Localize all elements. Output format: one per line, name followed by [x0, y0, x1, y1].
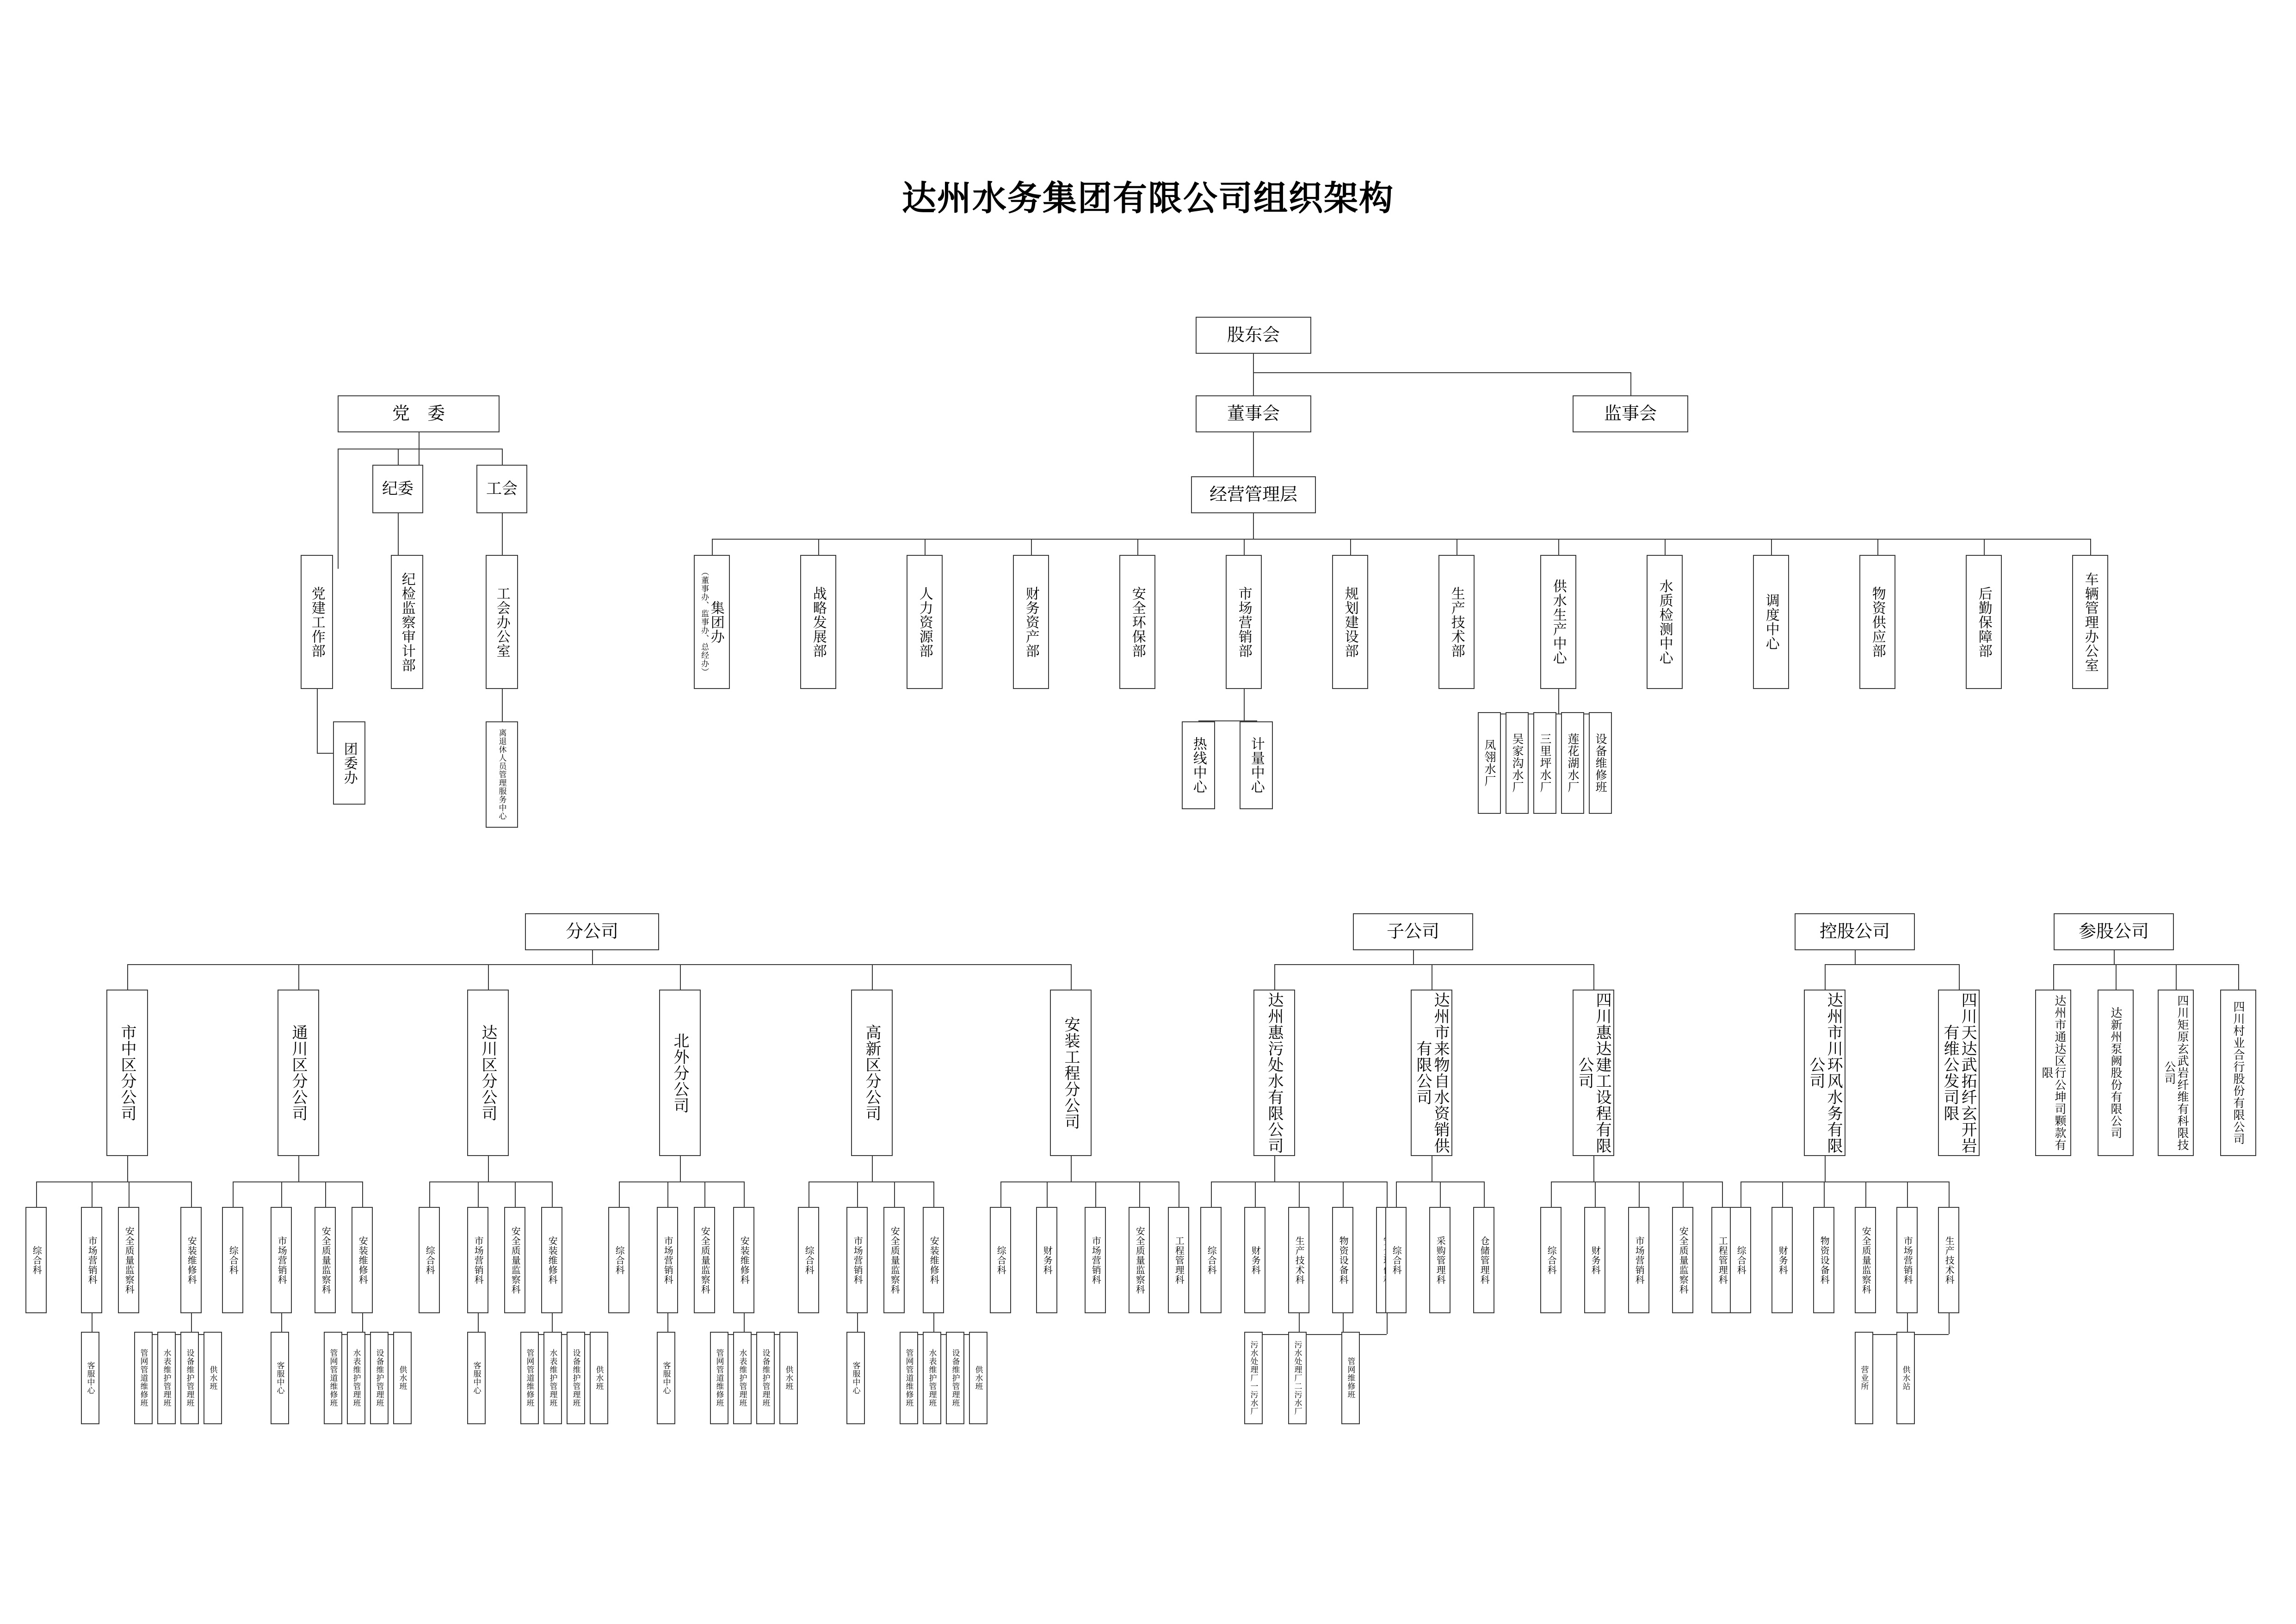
connector-dept-down [857, 1313, 858, 1334]
node-marketing-child[interactable]: 计量中心 [1240, 721, 1273, 809]
connector-dept-stem [704, 1181, 705, 1207]
node-department[interactable]: 战略发展部 [800, 555, 836, 689]
node-department-label: 集团办 [708, 600, 724, 644]
connector-dept-down [478, 1313, 479, 1334]
subsidiary-1-dept[interactable]: 综合科 [1385, 1207, 1407, 1313]
connector-dept-stem [1047, 1181, 1048, 1207]
branch-4-dept[interactable]: 安装维修科 [923, 1207, 944, 1313]
connector-dept-stem [619, 1181, 620, 1207]
connector-branches-down [592, 950, 593, 964]
connector-dept-down [281, 1313, 282, 1334]
node-retiree-service-center[interactable]: 离退休人员管理服务中心 [486, 721, 518, 828]
connector-company-down [1274, 1156, 1275, 1181]
connector-sub-bar [909, 1334, 978, 1335]
node-group-holding[interactable]: 控股公司 [1795, 913, 1915, 950]
connector-dept-stem [478, 1181, 479, 1207]
connector-shareholders-to-board [1253, 354, 1254, 395]
connector-shareholders-to-supervisors [1253, 372, 1630, 373]
connector-participating-stem [2238, 964, 2239, 990]
branch-4-sub[interactable]: 水表维护管理班 [923, 1332, 941, 1424]
node-group-participating[interactable]: 参股公司 [2054, 913, 2174, 950]
subsidiary-1-dept[interactable]: 采购管理科 [1429, 1207, 1450, 1313]
node-management-layer[interactable]: 经营管理层 [1191, 476, 1316, 513]
connector-branch-stem [680, 964, 681, 990]
connector-dept-stem [1440, 1181, 1441, 1207]
node-discipline-audit-dept[interactable]: 纪检监察审计部 [391, 555, 423, 689]
node-water-plant[interactable]: 莲花湖水厂 [1561, 712, 1584, 814]
connector-sub-bar [530, 1334, 599, 1335]
connector-dept-stem [1907, 1181, 1908, 1207]
connector-company-bar [233, 1181, 362, 1182]
connector-dept-down [1907, 1313, 1908, 1334]
connector-dept-stem [1824, 1181, 1825, 1207]
subsidiary-1-company[interactable]: 达州市来物自水资销供有限公司 [1411, 990, 1452, 1156]
connector-sub-bar [719, 1334, 789, 1335]
connector-dept-down [362, 1313, 363, 1334]
branch-2-company[interactable]: 达川区分公司 [467, 990, 509, 1156]
subsidiary-2-dept[interactable]: 工程管理科 [1711, 1207, 1733, 1313]
branch-1-sub[interactable]: 客服中心 [271, 1332, 289, 1424]
connector-participating-stem [2053, 964, 2054, 990]
connector-participating-bus [2053, 964, 2238, 965]
participating-company[interactable]: 四川村业合行股份有限公司 [2220, 990, 2256, 1156]
connector-department-stem [1665, 539, 1666, 555]
branch-1-dept[interactable]: 安装维修科 [352, 1207, 373, 1313]
connector-dept-down [667, 1313, 668, 1334]
connector-dept-stem [1000, 1181, 1001, 1207]
connector-company-bar [809, 1181, 933, 1182]
connector-company-down [298, 1156, 299, 1181]
node-party-building-dept[interactable]: 党建工作部 [301, 555, 333, 689]
connector-to-supervisors [1630, 372, 1631, 395]
node-department[interactable]: 规划建设部 [1332, 555, 1368, 689]
connector-participating-stem [2116, 964, 2117, 990]
branch-0-sub[interactable]: 管网管道维修班 [134, 1332, 153, 1424]
connector-department-stem [925, 539, 926, 555]
subsidiary-0-company[interactable]: 达州惠污处水有限公司 [1253, 990, 1295, 1156]
node-department[interactable]: 水质检测中心 [1647, 555, 1683, 689]
connector-dept-stem [362, 1181, 363, 1207]
branch-4-dept[interactable]: 市场营销科 [846, 1207, 868, 1313]
connector-dept-down [1299, 1313, 1300, 1334]
node-department[interactable]: 后勤保障部 [1966, 555, 2002, 689]
node-department[interactable]: 人力资源部 [907, 555, 943, 689]
branch-3-dept[interactable]: 安装维修科 [733, 1207, 754, 1313]
connector-branches-bus [127, 964, 1071, 965]
holding-0-sub[interactable]: 供水站 [1896, 1332, 1915, 1424]
node-department[interactable]: 安全环保部 [1119, 555, 1155, 689]
connector-subsidiaries-bus [1274, 964, 1593, 965]
node-discipline-committee[interactable]: 纪委 [372, 465, 423, 513]
connector-department-stem [2090, 539, 2091, 555]
connector-dept-stem [129, 1181, 130, 1207]
connector-dept-stem [667, 1181, 668, 1207]
holding-0-dept[interactable]: 物资设备科 [1813, 1207, 1834, 1313]
node-marketing-child[interactable]: 热线中心 [1182, 721, 1215, 809]
subsidiary-1-dept[interactable]: 仓储管理科 [1473, 1207, 1494, 1313]
holding-0-dept[interactable]: 生产技术科 [1938, 1207, 1959, 1313]
holding-0-company[interactable]: 达州市川环风水务有限公司 [1804, 990, 1845, 1156]
connector-company-down [1825, 1156, 1826, 1181]
branch-4-sub[interactable]: 供水班 [969, 1332, 988, 1424]
holding-0-dept[interactable]: 财务科 [1771, 1207, 1793, 1313]
connector-supply-down [1558, 689, 1559, 714]
branch-5-company[interactable]: 安装工程分公司 [1050, 990, 1092, 1156]
connector-dept-stem [1595, 1181, 1596, 1207]
branch-4-dept[interactable]: 综合科 [798, 1207, 819, 1313]
branch-3-sub[interactable]: 设备维护管理班 [756, 1332, 775, 1424]
connector-participating-stem [2176, 964, 2177, 990]
connector-company-down [1593, 1156, 1594, 1181]
connector-subsidiaries-down [1413, 950, 1414, 964]
branch-2-sub[interactable]: 设备维护管理班 [567, 1332, 585, 1424]
connector-department-stem [712, 539, 713, 555]
connector-holding-down [1855, 950, 1856, 964]
connector-branch-stem [488, 964, 489, 990]
node-group-subsidiaries[interactable]: 子公司 [1353, 913, 1473, 950]
connector-holding-stem [1825, 964, 1826, 990]
connector-holding-bus [1825, 964, 1959, 965]
connector-dept-stem [1387, 1181, 1388, 1207]
connector-department-stem [1137, 539, 1138, 555]
connector-company-down [872, 1156, 873, 1181]
connector-subsidiary-stem [1274, 964, 1275, 990]
connector-department-stem [1350, 539, 1351, 555]
connector-department-stem [1877, 539, 1878, 555]
connector-dept-down [552, 1313, 553, 1334]
branch-4-sub[interactable]: 设备维护管理班 [946, 1332, 964, 1424]
connector-department-stem [818, 539, 819, 555]
participating-company[interactable]: 达州市通达区行公坤司颗款有限 [2035, 990, 2071, 1156]
connector-management-down [1253, 513, 1254, 539]
connector-dept-stem [191, 1181, 192, 1207]
branch-2-sub[interactable]: 供水班 [590, 1332, 608, 1424]
participating-company[interactable]: 达新州泵阙股份有限公司 [2098, 990, 2134, 1156]
connector-company-bar [1551, 1181, 1722, 1182]
connector-company-bar [1000, 1181, 1179, 1182]
branch-0-dept[interactable]: 安全质量监察科 [118, 1207, 139, 1313]
node-department[interactable]: 调度中心 [1753, 555, 1789, 689]
node-board-of-directors[interactable]: 董事会 [1196, 395, 1311, 432]
branch-3-sub[interactable]: 水表维护管理班 [733, 1332, 752, 1424]
node-department[interactable]: 供水生产中心 [1540, 555, 1576, 689]
connector-board-to-management [1253, 432, 1254, 476]
connector-company-down [127, 1156, 128, 1181]
branch-5-dept[interactable]: 财务科 [1036, 1207, 1057, 1313]
branch-1-dept[interactable]: 综合科 [222, 1207, 243, 1313]
node-department-note: （董事办、监事办、总经办） [700, 568, 709, 676]
branch-0-company[interactable]: 市中区分公司 [106, 990, 148, 1156]
connector-party-building-down [317, 689, 318, 754]
node-board-of-supervisors[interactable]: 监事会 [1573, 395, 1688, 432]
connector-company-down [1071, 1156, 1072, 1181]
connector-dept-stem [1639, 1181, 1640, 1207]
connector-dept-stem [92, 1181, 93, 1207]
node-water-plant[interactable]: 三里坪水厂 [1533, 712, 1556, 814]
connector-dept-stem [1949, 1181, 1950, 1207]
node-department[interactable]: 生产技术部 [1438, 555, 1475, 689]
branch-1-dept[interactable]: 安全质量监察科 [315, 1207, 336, 1313]
connector-party-discipline [398, 449, 399, 465]
connector-dept-stem [857, 1181, 858, 1207]
connector-department-stem [1984, 539, 1985, 555]
connector-party-union [502, 449, 503, 465]
connector-union-office-to-retiree [502, 689, 503, 721]
branch-2-sub[interactable]: 水表维护管理班 [543, 1332, 562, 1424]
page-title: 达州水务集团有限公司组织架构 [902, 179, 1394, 217]
participating-company[interactable]: 四川矩原玄武岩纤维有科限技公司 [2158, 990, 2194, 1156]
connector-discipline-to-dept [398, 513, 399, 555]
connector-departments-bus [712, 539, 2090, 540]
connector-department-stem [1244, 539, 1245, 555]
holding-0-dept[interactable]: 安全质量监察科 [1855, 1207, 1876, 1313]
connector-department-stem [1771, 539, 1772, 555]
branch-0-sub[interactable]: 水表维护管理班 [157, 1332, 176, 1424]
branch-2-dept[interactable]: 安装维修科 [541, 1207, 562, 1313]
branch-4-dept[interactable]: 安全质量监察科 [883, 1207, 905, 1313]
connector-dept-stem [281, 1181, 282, 1207]
connector-dept-stem [552, 1181, 553, 1207]
holding-0-dept[interactable]: 综合科 [1730, 1207, 1751, 1313]
connector-dept-stem [233, 1181, 234, 1207]
node-department[interactable]: 车辆管理办公室 [2072, 555, 2108, 689]
connector-dept-stem [1255, 1181, 1256, 1207]
branch-0-dept[interactable]: 市场营销科 [81, 1207, 102, 1313]
node-water-plant[interactable]: 吴家沟水厂 [1506, 712, 1529, 814]
node-department[interactable] [694, 555, 730, 689]
connector-dept-down [744, 1313, 745, 1334]
connector-branch-stem [872, 964, 873, 990]
connector-company-bar [36, 1181, 191, 1182]
subsidiary-0-sub[interactable]: 污水处理厂二污水厂 [1288, 1332, 1307, 1424]
branch-5-dept[interactable]: 安全质量监察科 [1129, 1207, 1150, 1313]
branch-5-dept[interactable]: 工程管理科 [1168, 1207, 1189, 1313]
node-department[interactable]: 财务资产部 [1013, 555, 1049, 689]
branch-3-company[interactable]: 北外分公司 [659, 990, 701, 1156]
connector-dept-stem [429, 1181, 430, 1207]
connector-department-stem [1031, 539, 1032, 555]
node-union-office[interactable]: 工会办公室 [486, 555, 518, 689]
connector-dept-down [191, 1313, 192, 1334]
connector-dept-stem [1551, 1181, 1552, 1207]
branch-1-sub[interactable]: 供水班 [393, 1332, 412, 1424]
node-youth-league-office[interactable]: 团委办 [333, 721, 365, 805]
branch-0-dept[interactable]: 安装维修科 [180, 1207, 202, 1313]
branch-0-sub[interactable]: 供水班 [204, 1332, 222, 1424]
branch-1-company[interactable]: 通川区分公司 [278, 990, 319, 1156]
connector-dept-stem [1683, 1181, 1684, 1207]
branch-0-sub[interactable]: 客服中心 [81, 1332, 99, 1424]
branch-4-sub[interactable]: 管网管道维修班 [900, 1332, 918, 1424]
subsidiary-2-dept[interactable]: 综合科 [1540, 1207, 1562, 1313]
connector-participating-down [2114, 950, 2115, 964]
connector-dept-stem [1211, 1181, 1212, 1207]
connector-party-building-to-youth [317, 753, 333, 754]
connector-branch-stem [127, 964, 128, 990]
connector-dept-stem [933, 1181, 934, 1207]
holding-0-dept[interactable]: 市场营销科 [1896, 1207, 1918, 1313]
subsidiary-2-company[interactable]: 四川惠达建工设程有限公司 [1573, 990, 1614, 1156]
node-department[interactable]: 市场营销部 [1226, 555, 1262, 689]
subsidiary-0-sub[interactable]: 污水处理厂一污水厂 [1244, 1332, 1263, 1424]
connector-dept-stem [36, 1181, 37, 1207]
connector-dept-stem [1396, 1181, 1397, 1207]
node-group-branches[interactable]: 分公司 [525, 913, 659, 950]
branch-0-dept[interactable]: 综合科 [25, 1207, 47, 1313]
branch-3-sub[interactable]: 供水班 [779, 1332, 798, 1424]
connector-dept-stem [325, 1181, 326, 1207]
connector-dept-stem [1095, 1181, 1096, 1207]
branch-3-sub[interactable]: 客服中心 [657, 1332, 675, 1424]
connector-company-bar [1741, 1181, 1949, 1182]
branch-0-sub[interactable]: 设备维护管理班 [180, 1332, 199, 1424]
connector-dept-stem [1139, 1181, 1140, 1207]
connector-dept-stem [515, 1181, 516, 1207]
branch-3-dept[interactable]: 综合科 [608, 1207, 630, 1313]
holding-0-sub[interactable]: 营业所 [1855, 1332, 1873, 1424]
connector-sub-bar [333, 1334, 402, 1335]
connector-dept-stem [1865, 1181, 1866, 1207]
branch-2-sub[interactable]: 客服中心 [467, 1332, 486, 1424]
node-union[interactable]: 工会 [476, 465, 527, 513]
connector-dept-down [1343, 1313, 1344, 1334]
subsidiary-0-dept[interactable]: 物资设备科 [1332, 1207, 1353, 1313]
connector-dept-down [1949, 1313, 1950, 1334]
connector-company-bar [619, 1181, 744, 1182]
branch-1-sub[interactable]: 水表维护管理班 [347, 1332, 365, 1424]
connector-subsidiary-stem [1593, 964, 1594, 990]
connector-branch-stem [1071, 964, 1072, 990]
connector-dept-stem [1299, 1181, 1300, 1207]
connector-dept-stem [894, 1181, 895, 1207]
connector-party-left [338, 449, 339, 569]
connector-dept-stem [1722, 1181, 1723, 1207]
connector-department-stem [1558, 539, 1559, 555]
branch-3-dept[interactable]: 安全质量监察科 [694, 1207, 715, 1313]
branch-5-dept[interactable]: 综合科 [990, 1207, 1011, 1313]
branch-2-dept[interactable]: 安全质量监察科 [504, 1207, 525, 1313]
subsidiary-2-dept[interactable]: 安全质量监察科 [1672, 1207, 1693, 1313]
connector-dept-down [1387, 1313, 1388, 1334]
connector-marketing-down [1244, 689, 1245, 721]
connector-branch-stem [298, 964, 299, 990]
connector-dept-down [933, 1313, 934, 1334]
branch-1-sub[interactable]: 设备维护管理班 [370, 1332, 389, 1424]
branch-2-sub[interactable]: 管网管道维修班 [520, 1332, 539, 1424]
connector-dept-stem [1484, 1181, 1485, 1207]
subsidiary-0-sub[interactable]: 管网维修班 [1341, 1332, 1360, 1424]
node-water-plant[interactable]: 设备维修班 [1589, 712, 1612, 814]
holding-1-company[interactable]: 四川天达武拓纤玄开岩有维公发司限 [1938, 990, 1980, 1156]
connector-company-down [488, 1156, 489, 1181]
connector-dept-stem [744, 1181, 745, 1207]
branch-2-dept[interactable]: 综合科 [419, 1207, 440, 1313]
connector-union-to-office [502, 513, 503, 555]
connector-dept-stem [1782, 1181, 1783, 1207]
connector-dept-down [92, 1313, 93, 1334]
branch-4-sub[interactable]: 客服中心 [846, 1332, 865, 1424]
subsidiary-0-dept[interactable]: 生产技术科 [1288, 1207, 1309, 1313]
branch-3-sub[interactable]: 管网管道维修班 [710, 1332, 728, 1424]
branch-4-company[interactable]: 高新区分公司 [851, 990, 893, 1156]
connector-dept-stem [1343, 1181, 1344, 1207]
node-water-plant[interactable]: 凤翎水厂 [1478, 712, 1501, 814]
node-department[interactable]: 物资供应部 [1859, 555, 1895, 689]
branch-2-dept[interactable]: 市场营销科 [467, 1207, 488, 1313]
connector-company-bar [429, 1181, 552, 1182]
branch-3-dept[interactable]: 市场营销科 [657, 1207, 678, 1313]
subsidiary-0-dept[interactable]: 财务科 [1244, 1207, 1265, 1313]
node-shareholders-meeting[interactable]: 股东会 [1196, 317, 1311, 354]
connector-sub-bar [143, 1334, 213, 1335]
subsidiary-2-dept[interactable]: 市场营销科 [1628, 1207, 1649, 1313]
node-party-committee[interactable]: 党 委 [338, 395, 500, 432]
branch-5-dept[interactable]: 市场营销科 [1085, 1207, 1106, 1313]
subsidiary-2-dept[interactable]: 财务科 [1584, 1207, 1605, 1313]
subsidiary-0-dept[interactable]: 综合科 [1200, 1207, 1222, 1313]
connector-company-down [680, 1156, 681, 1181]
branch-1-dept[interactable]: 市场营销科 [271, 1207, 292, 1313]
connector-holding-stem [1959, 964, 1960, 990]
branch-1-sub[interactable]: 管网管道维修班 [324, 1332, 342, 1424]
